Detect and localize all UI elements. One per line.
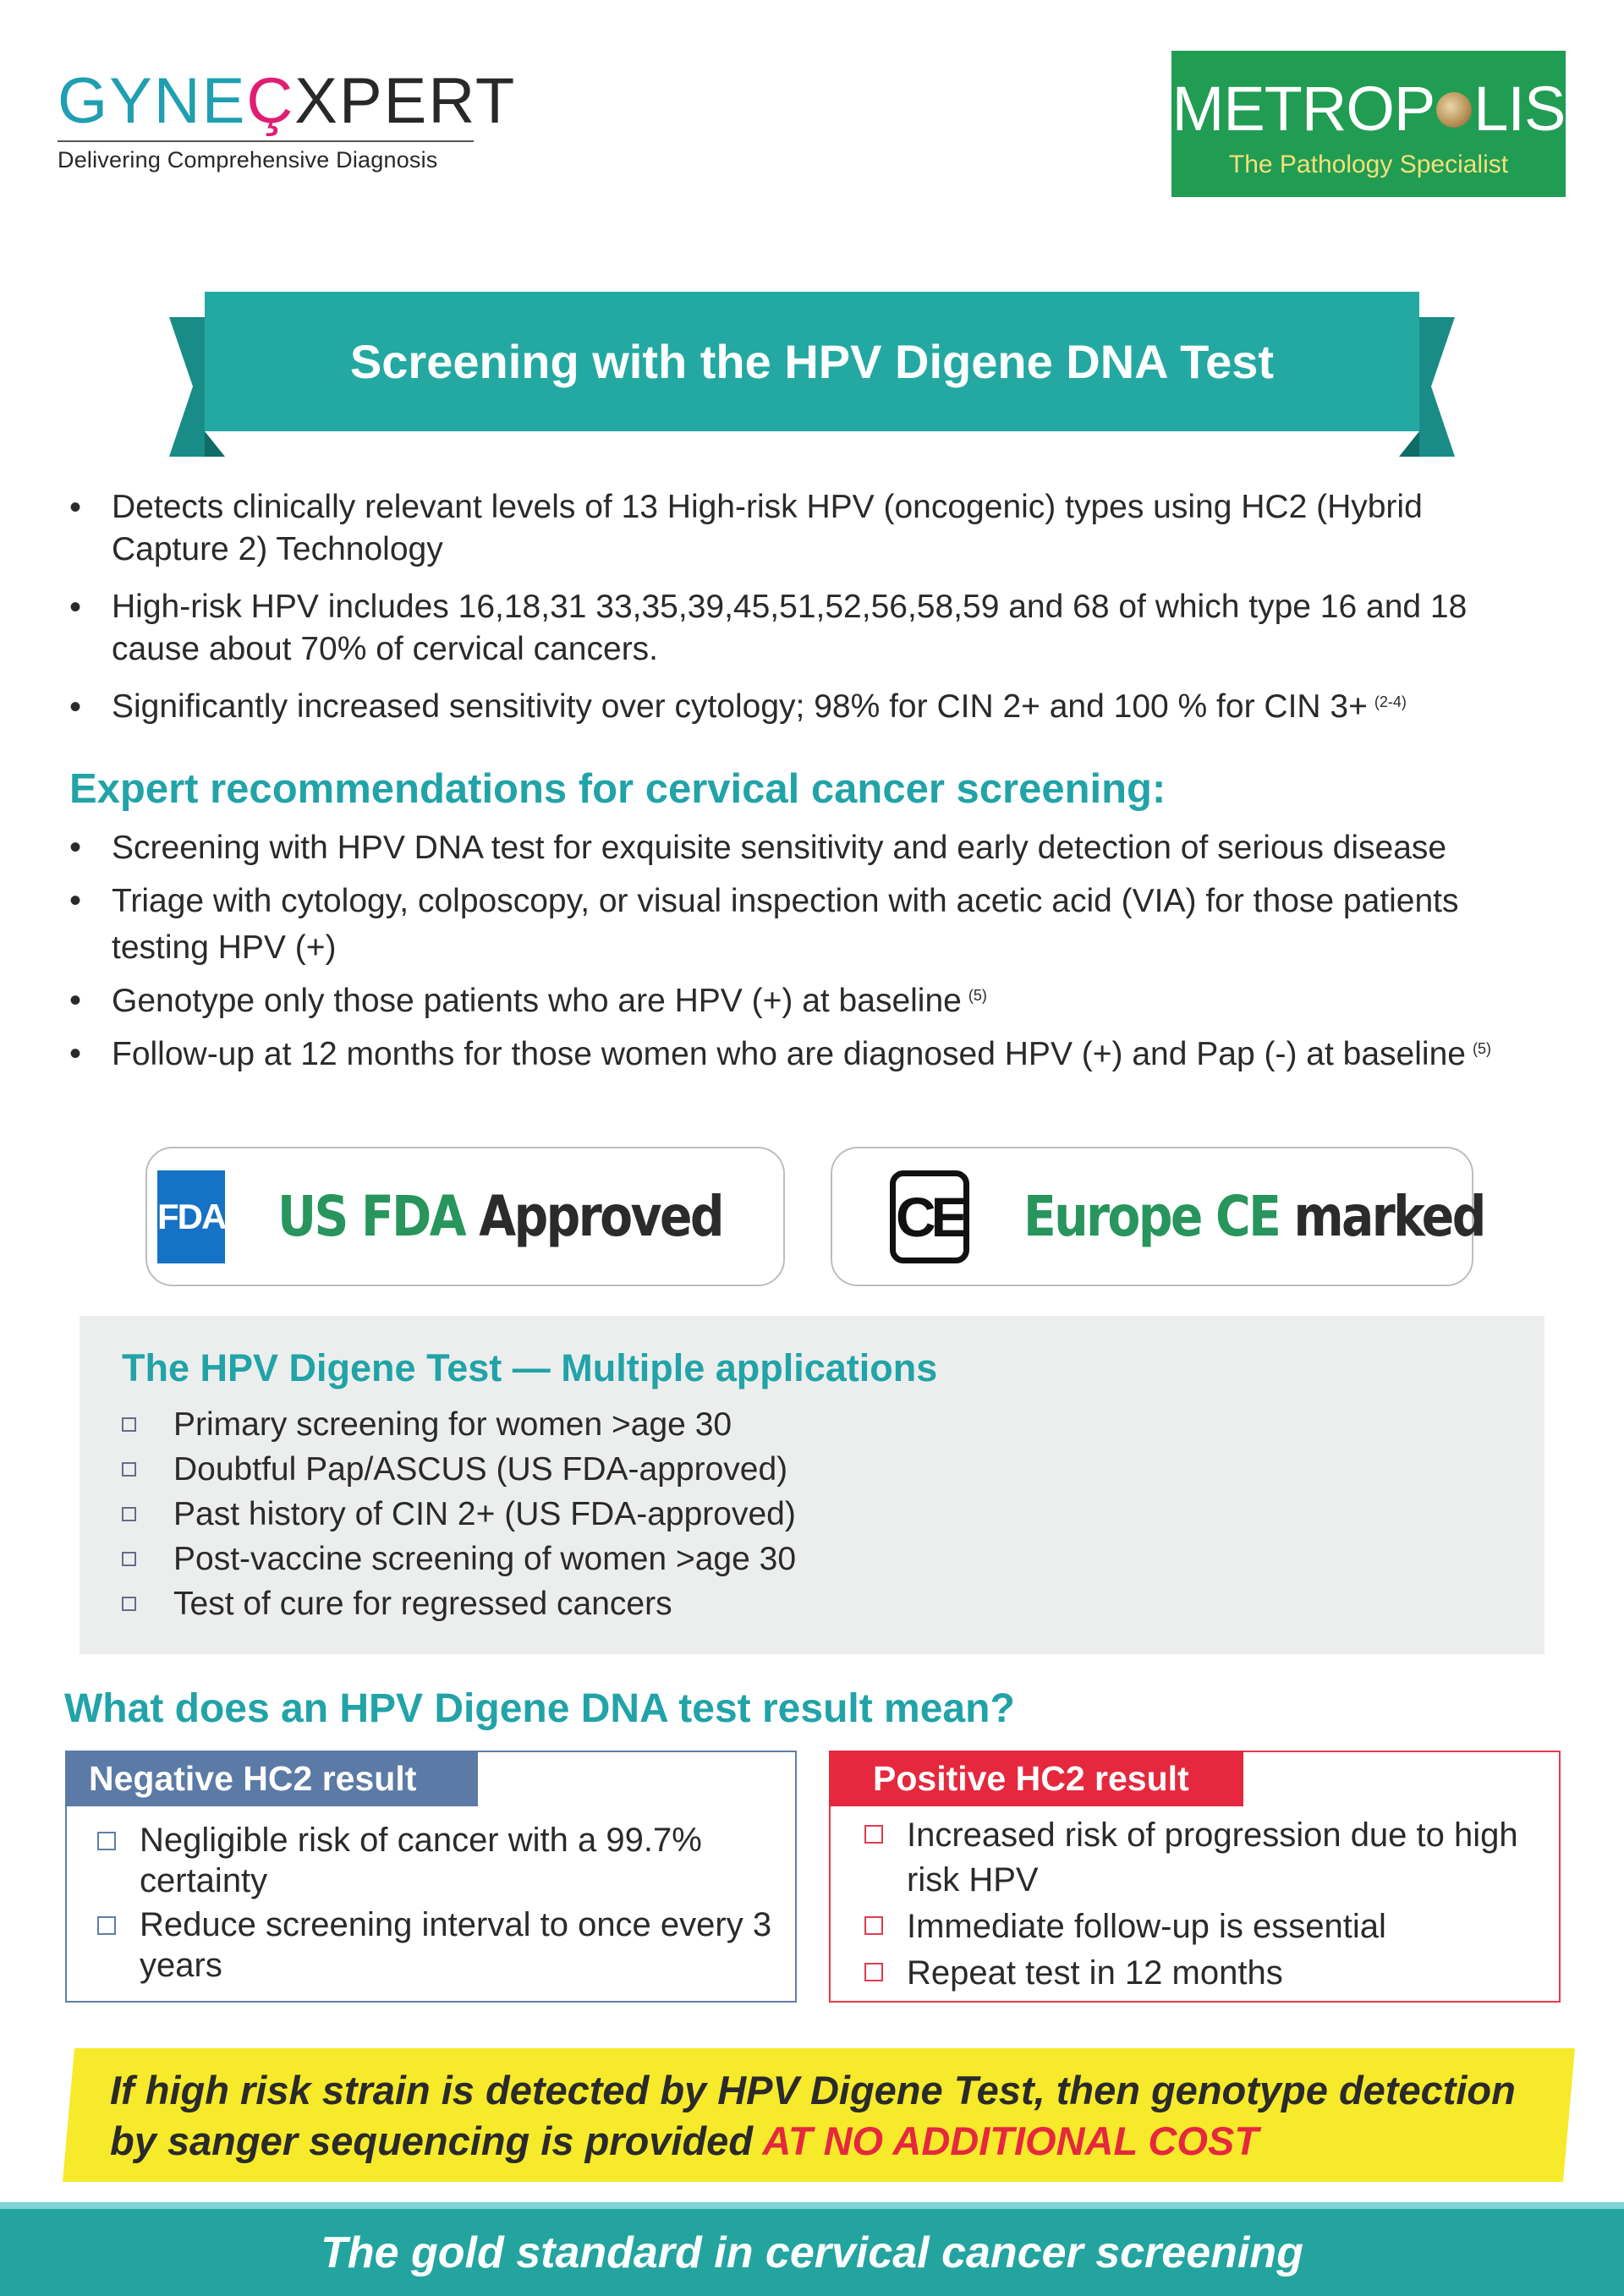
banner-highlight: AT NO ADDITIONAL COST — [762, 2118, 1259, 2163]
checkbox-outline-icon — [122, 1597, 136, 1611]
list-item — [97, 1820, 774, 1901]
result-text: Negligible risk of cancer with a 99.7% certainty — [140, 1822, 702, 1899]
metropolis-wordmark-part2: LIS — [1473, 74, 1566, 144]
bullet-text: Follow-up at 12 months for those women who are diagnosed HPV (+) and Pap (-) at baseline — [112, 1036, 1466, 1072]
checkbox-outline-icon — [864, 1916, 883, 1935]
footer-tagline: The gold standard in cervical cancer screening — [0, 2209, 1624, 2296]
metropolis-tagline: The Pathology Specialist — [1228, 151, 1509, 178]
fda-highlight: US FDA — [277, 1184, 465, 1249]
metropolis-wordmark — [1171, 74, 1566, 144]
bullet-text: High-risk HPV includes 16,18,31 33,35,39,45,51,52,56,58,59 and 68 of which type 16 and 18 cause about 70% of cervical cancers. — [112, 589, 1468, 667]
banner-text — [110, 2065, 1565, 2167]
result-text: Increased risk of progression due to high risk HPV — [907, 1817, 1518, 1899]
list-item — [69, 878, 1558, 971]
list-item — [864, 1951, 1541, 1996]
gynexpert-wordmark-part1: GYNE — [58, 65, 247, 137]
checkbox-outline-icon — [864, 1963, 883, 1981]
page-title: Screening with the HPV Digene DNA Test — [349, 335, 1275, 388]
checkbox-outline-icon — [97, 1832, 116, 1850]
fda-approval-badge — [145, 1147, 785, 1286]
list-item — [864, 1904, 1541, 1949]
application-text: Test of cure for regressed cancers — [173, 1586, 672, 1622]
gynexpert-wordmark — [58, 65, 517, 137]
bullet-text: Detects clinically relevant levels of 13 High-risk HPV (oncogenic) types using HC2 (Hybrid Capture 2) Technology — [112, 489, 1423, 567]
ce-marked-text — [1023, 1184, 1484, 1249]
ce-highlight: Europe CE — [1023, 1184, 1279, 1249]
list-item — [122, 1537, 796, 1581]
checkbox-outline-icon — [122, 1417, 136, 1432]
gynexpert-tagline: Delivering Comprehensive Diagnosis — [58, 147, 438, 173]
application-text: Doubtful Pap/ASCUS (US FDA-approved) — [173, 1451, 788, 1488]
applications-panel — [80, 1316, 1544, 1654]
bullet-text: Screening with HPV DNA test for exquisite sensitivity and early detection of serious disease — [112, 830, 1447, 866]
gynexpert-wordmark-part2: XPERT — [294, 65, 517, 137]
metropolis-logo — [1171, 51, 1566, 197]
list-item — [97, 1904, 774, 1986]
list-item — [864, 1813, 1541, 1903]
list-item — [122, 1581, 796, 1626]
bullet-text: Significantly increased sensitivity over cytology; 98% for CIN 2+ and 100 % for CIN 3+ — [112, 688, 1368, 725]
negative-result-list — [97, 1820, 774, 1986]
gynexpert-logo — [58, 65, 517, 173]
application-text: Primary screening for women >age 30 — [173, 1406, 732, 1443]
result-text: Repeat test in 12 months — [907, 1954, 1283, 1992]
result-text: Reduce screening interval to once every 3 years — [140, 1906, 772, 1984]
title-ribbon — [169, 292, 1455, 457]
checkbox-outline-icon — [122, 1507, 136, 1521]
list-item — [69, 978, 1558, 1024]
female-symbol-icon: Ç — [246, 65, 295, 137]
negative-result-box — [65, 1751, 797, 2003]
checkbox-outline-icon — [97, 1916, 116, 1935]
reference-marker: (5) — [1472, 1040, 1491, 1057]
positive-result-list — [864, 1813, 1541, 1996]
checkbox-outline-icon — [864, 1825, 883, 1844]
positive-result-title: Positive HC2 result — [829, 1751, 1243, 1806]
checkbox-outline-icon — [122, 1462, 136, 1477]
checkbox-outline-icon — [122, 1552, 136, 1566]
ce-rest: marked — [1293, 1184, 1484, 1249]
cost-banner — [63, 2048, 1575, 2182]
list-item — [122, 1447, 796, 1492]
result-text: Immediate follow-up is essential — [907, 1908, 1386, 1945]
list-item — [122, 1402, 796, 1447]
applications-list — [122, 1402, 796, 1626]
microscope-slide-icon — [1436, 92, 1472, 128]
reference-marker: (5) — [968, 987, 987, 1004]
ce-mark-icon: CE — [890, 1170, 969, 1263]
bullet-text: Triage with cytology, colposcopy, or visual inspection with acetic acid (VIA) for those patients testing HPV (+) — [112, 883, 1459, 966]
negative-result-title: Negative HC2 result — [65, 1751, 478, 1806]
ce-marked-badge — [831, 1147, 1484, 1286]
reference-marker: (2-4) — [1374, 693, 1407, 710]
results-heading: What does an HPV Digene DNA test result mean? — [64, 1686, 1015, 1731]
applications-title: The HPV Digene Test — Multiple applications — [122, 1346, 938, 1389]
fda-approval-text — [277, 1184, 722, 1249]
application-text: Past history of CIN 2+ (US FDA-approved) — [173, 1496, 796, 1532]
list-item — [69, 1031, 1558, 1077]
recommendations-heading: Expert recommendations for cervical cancer screening: — [69, 766, 1166, 812]
banner-message: If high risk strain is detected by HPV Digene Test, then genotype detection by sanger sequencing is provided — [110, 2068, 1516, 2163]
list-item — [69, 825, 1558, 871]
list-item — [69, 486, 1541, 571]
metropolis-wordmark-part1: METROP — [1171, 74, 1435, 144]
fda-logo-icon: FDA — [157, 1170, 225, 1263]
intro-bullet-list — [69, 486, 1541, 743]
positive-result-box — [829, 1751, 1561, 2003]
fda-rest: Approved — [479, 1184, 723, 1249]
application-text: Post-vaccine screening of women >age 30 — [173, 1541, 797, 1577]
list-item — [69, 586, 1541, 671]
list-item — [69, 686, 1541, 728]
recommendations-list — [69, 825, 1558, 1084]
bullet-text: Genotype only those patients who are HPV (+) at baseline — [112, 983, 962, 1019]
list-item — [122, 1492, 796, 1537]
logo-divider — [58, 140, 474, 142]
footer-divider — [0, 2202, 1624, 2209]
